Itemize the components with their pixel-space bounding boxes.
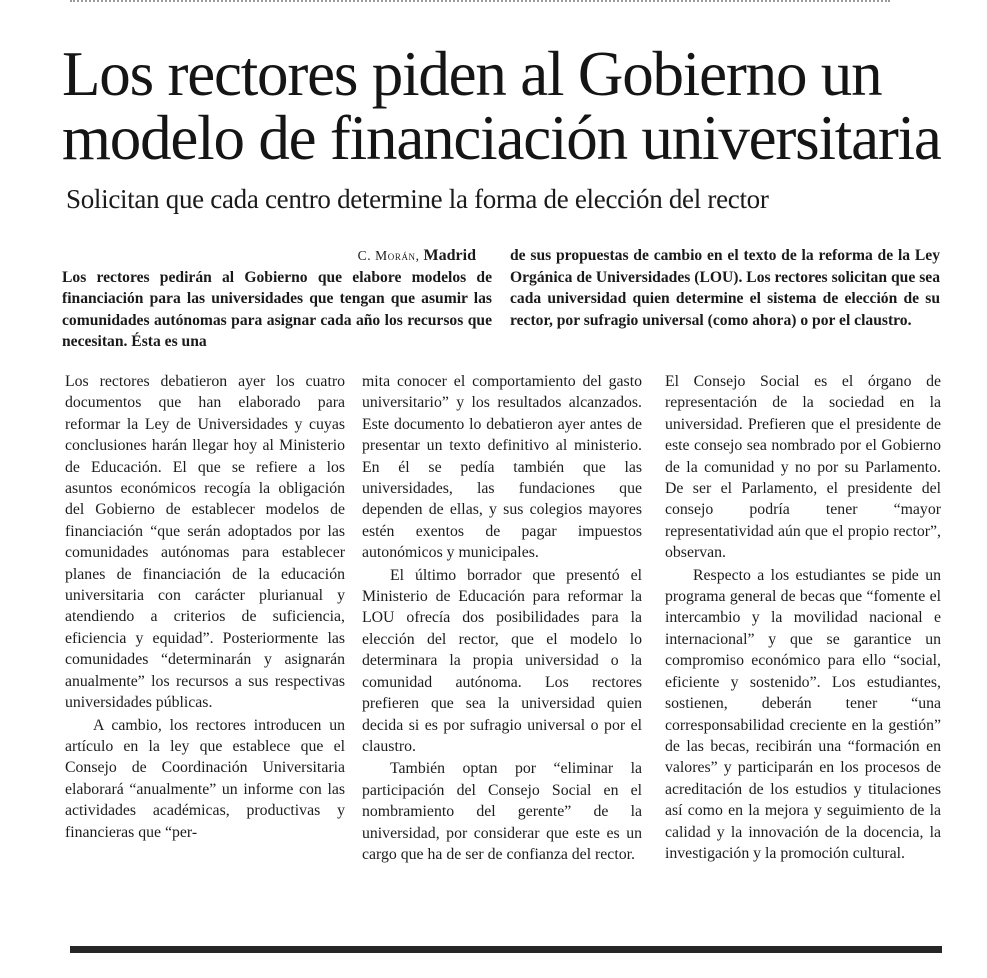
body-paragraph: mita conocer el comportamiento del gasto universitario” y los resultados alcanzados. Este documento lo debatieron ayer antes de presentar un texto definitivo al ministerio. En él se pedía también que las universidades, las fundaciones que dependen de ellas, y sus colegios mayores estén exentos de pagar impuestos autonómicos y municipales. — [362, 373, 642, 562]
body-column-2 — [362, 371, 642, 865]
body-column-1 — [65, 371, 345, 843]
body-column-3 — [665, 371, 941, 864]
byline-author: C. Morán, — [357, 248, 420, 263]
body-paragraph: También optan por “eliminar la participación del Consejo Social en el nombramiento del gerente” de la universidad, por considerar que este es un cargo que ha de ser de confianza del rector. — [362, 760, 642, 863]
body-paragraph: A cambio, los rectores introducen un artículo en la ley que establece que el Consejo de Coordinación Universitaria elaborará “anualmente” un informe con las actividades académicas, productivas y financieras que “per- — [65, 716, 345, 841]
bottom-divider — [70, 946, 942, 953]
lead-paragraph-left: Los rectores pedirán al Gobierno que elabore modelos de financiación para las universidades que tengan que asumir las comunidades autónomas para asignar cada año los recursos que necesitan. Ésta es una — [62, 268, 492, 350]
lead-column-left — [62, 245, 492, 353]
lead-paragraph-right: de sus propuestas de cambio en el texto de la reforma de la Ley Orgánica de Universidades (LOU). Los rectores solicitan que sea cada universidad quien determine el sistema de elección de su rector, por sufragio universal (como ahora) o por el claustro. — [510, 247, 940, 329]
headline — [62, 39, 962, 173]
subtitle: Solicitan que cada centro determine la forma de elección del rector — [66, 184, 769, 214]
byline-place: Madrid — [423, 247, 476, 264]
lead-column-right — [510, 245, 940, 331]
headline-line-2: modelo de financiación universitaria — [62, 103, 941, 173]
headline-line-1: Los rectores piden al Gobierno un — [62, 39, 882, 109]
body-paragraph: Los rectores debatieron ayer los cuatro documentos que han elaborado para reformar la Ley de Universidades y cuyas conclusiones harán llegar hoy al Ministerio de Educación. El que se refiere a los asuntos económicos recogía la obligación del Gobierno de establecer modelos de financiación “que serán adoptados por las comunidades autónomas para establecer planes de financiación de la educación universitaria con carácter plurianual y atendiendo a criterios de suficiencia, eficiencia y equidad”. Posteriormente las comunidades “determinarán y asignarán anualmente” los recursos a sus respectivas universidades públicas. — [65, 373, 345, 712]
top-divider — [70, 0, 890, 4]
body-paragraph: El último borrador que presentó el Ministerio de Educación para reformar la LOU ofrecía dos posibilidades para la elección del rector, que el modelo lo determinara la propia universidad o la comunidad autónoma. Los rectores prefieren que sea la universidad quien decida si es por sufragio universal o por el claustro. — [362, 566, 642, 755]
body-paragraph: Respecto a los estudiantes se pide un programa general de becas que “fomente el intercambio y la movilidad nacional e internacional” y que se garantice un compromiso económico para ello “social, eficiente y sostenido”. Los estudiantes, sostienen, deberán tener “una corresponsabilidad creciente en la gestión” de las becas, recibirán una “formación en valores” y participarán en los procesos de acreditación de los estudios y titulaciones así como en la mejora y seguimiento de la calidad y la innovación de la docencia, la investigación y la promoción cultural. — [665, 566, 941, 862]
byline — [62, 245, 476, 267]
body-paragraph: El Consejo Social es el órgano de representación de la sociedad en la universidad. Prefieren que el presidente de este consejo sea nombrado por el Gobierno de la comunidad y no por su Parlamento. De ser el Parlamento, el presidente del consejo podría tener “mayor representatividad aún que el propio rector”, observan. — [665, 373, 941, 562]
